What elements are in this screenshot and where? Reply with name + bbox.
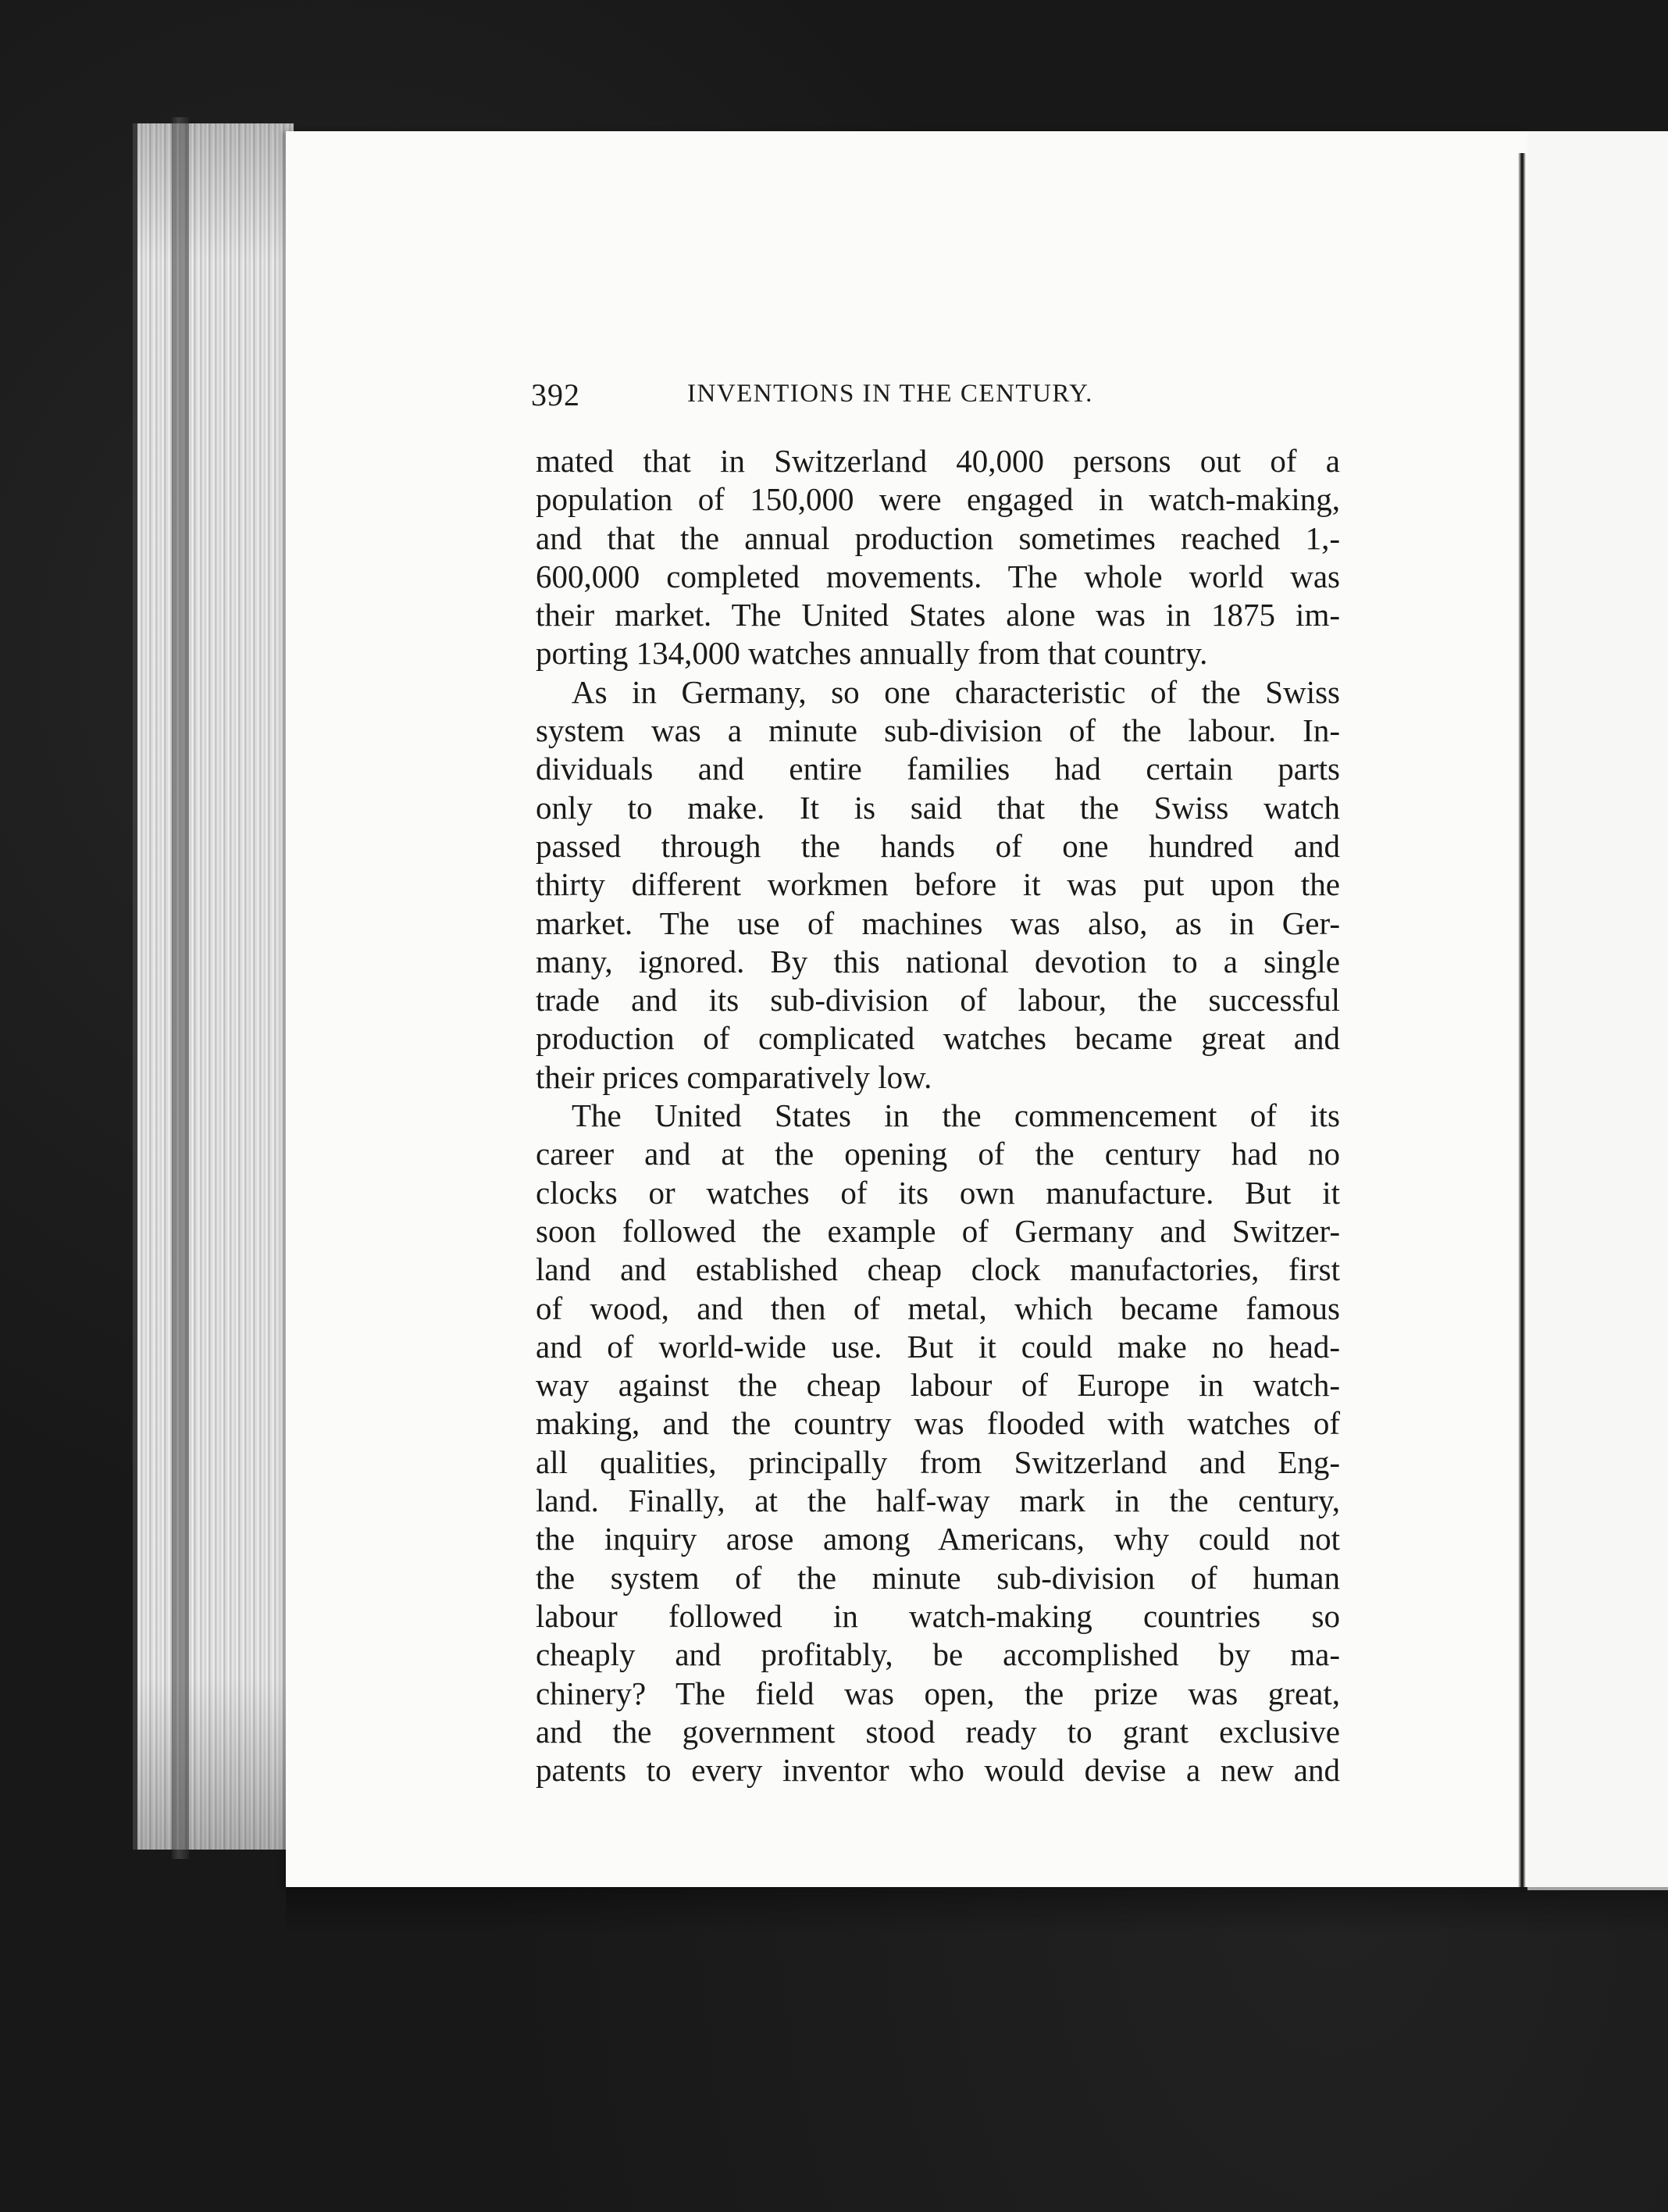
- page-bottom-shadow: [286, 1887, 1668, 1934]
- text-line: patents to every inventor who would devise a new and: [536, 1752, 1340, 1789]
- gutter: [1518, 153, 1526, 1887]
- text-line: 600,000 completed movements. The whole world was: [536, 558, 1340, 594]
- text-line: market. The use of machines was also, as in Ger-: [536, 904, 1340, 941]
- paragraph: [536, 673, 1340, 1097]
- text-line: dividuals and entire families had certain parts: [536, 751, 1340, 787]
- text-line: all qualities, principally from Switzerland and Eng-: [536, 1443, 1340, 1480]
- text-line: making, and the country was flooded with watches of: [536, 1405, 1340, 1442]
- text-line: porting 134,000 watches annually from that country.: [536, 635, 1208, 672]
- text-line: As in Germany, so one characteristic of the Swiss: [572, 673, 1340, 710]
- text-line: their market. The United States alone was in 1875 im-: [536, 597, 1340, 633]
- facing-page: [1527, 131, 1668, 1890]
- text-line: the inquiry arose among Americans, why could not: [536, 1521, 1340, 1557]
- text-line: their prices comparatively low.: [536, 1058, 932, 1095]
- text-line: labour followed in watch-making countries so: [536, 1597, 1340, 1634]
- text-line: of wood, and then of metal, which became famous: [536, 1290, 1340, 1326]
- page-edge-shadow: [172, 117, 189, 1859]
- text-line: clocks or watches of its own manufacture. But it: [536, 1174, 1340, 1211]
- text-line: passed through the hands of one hundred and: [536, 827, 1340, 864]
- text-line: production of complicated watches became great and: [536, 1020, 1340, 1057]
- text-line: career and at the opening of the century had no: [536, 1136, 1340, 1172]
- text-line: chinery? The field was open, the prize was great,: [536, 1675, 1340, 1711]
- text-line: land and established cheap clock manufactories, first: [536, 1251, 1340, 1288]
- text-line: mated that in Switzerland 40,000 persons out of a: [536, 443, 1340, 479]
- text-line: and of world-wide use. But it could make no head-: [536, 1328, 1340, 1365]
- text-line: only to make. It is said that the Swiss watch: [536, 789, 1340, 826]
- text-line: land. Finally, at the half-way mark in the century,: [536, 1482, 1340, 1519]
- text-line: The United States in the commencement of its: [572, 1097, 1340, 1134]
- text-line: and the government stood ready to grant exclusive: [536, 1713, 1340, 1750]
- text-line: thirty different workmen before it was put upon the: [536, 866, 1340, 903]
- page-edges: [133, 123, 294, 1850]
- text-line: and that the annual production sometimes reached 1,-: [536, 519, 1340, 556]
- running-head: [531, 376, 1179, 423]
- text-line: way against the cheap labour of Europe in watch-: [536, 1367, 1340, 1404]
- text-line: trade and its sub-division of labour, the successful: [536, 982, 1340, 1019]
- text-line: population of 150,000 were engaged in watch-making,: [536, 481, 1340, 518]
- text-line: cheaply and profitably, be accomplished by ma-: [536, 1636, 1340, 1673]
- text-line: the system of the minute sub-division of human: [536, 1559, 1340, 1596]
- running-title: INVENTIONS IN THE CENTURY.: [687, 380, 1093, 408]
- paragraph: [536, 1097, 1340, 1789]
- text-line: soon followed the example of Germany and Switzer-: [536, 1212, 1340, 1249]
- text-line: many, ignored. By this national devotion to a single: [536, 943, 1340, 979]
- body-text: [536, 442, 1340, 1789]
- page-number: 392: [531, 377, 580, 412]
- text-line: system was a minute sub-division of the labour. In-: [536, 712, 1340, 749]
- paragraph: [536, 442, 1340, 673]
